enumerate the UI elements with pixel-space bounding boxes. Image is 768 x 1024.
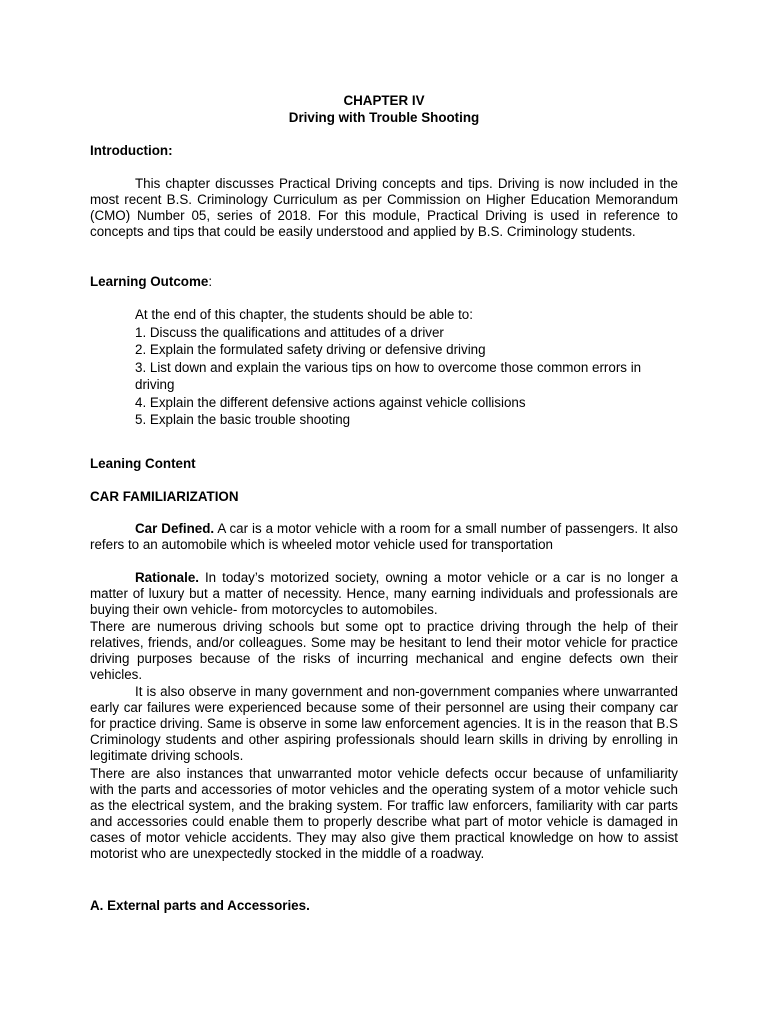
- paragraph-practice-driving: There are numerous driving schools but some opt to practice driving through the help of their relatives, friends, and/or colleagues. Some may be hesitant to lend their motor vehicle for practice driving purposes because of the risks of incurring mechanical and engine defects own their vehicles.: [90, 619, 678, 682]
- list-item: 5. Explain the basic trouble shooting: [135, 412, 351, 427]
- chapter-number: CHAPTER IV: [343, 93, 425, 108]
- rationale-text: In today’s motorized society, owning a motor vehicle or a car is no longer a matter of luxury but a matter of necessity. Hence, many earning individuals and professionals are buying their own vehicle- from motorcycles to automobiles.: [90, 570, 678, 617]
- list-item: 1. Discuss the qualifications and attitudes of a driver: [135, 324, 444, 340]
- section-a-heading: A. External parts and Accessories.: [90, 898, 310, 913]
- learning-content-heading: Leaning Content: [90, 456, 196, 471]
- introduction-paragraph: This chapter discusses Practical Driving concepts and tips. Driving is now included in the most recent B.S. Criminology Curriculum as per Commission on Higher Education Memorandum (CMO) Number 05, series of 2018. For this module, Practical Driving is used in reference to concepts and tips that could be easily understood and applied by B.S. Criminology students.: [90, 176, 678, 239]
- rationale-label: Rationale.: [135, 570, 199, 585]
- car-defined-label: Car Defined.: [135, 521, 215, 536]
- learning-outcome-label: Learning Outcome: [90, 274, 209, 289]
- paragraph-unfamiliarity: There are also instances that unwarranted motor vehicle defects occur because of unfamiliarity with the parts and accessories of motor vehicles and the operating system of a motor vehicle such as the electrical system, and the braking system. For traffic law enforcers, familiarity with car parts and accessories could enable them to properly describe what part of motor vehicle is damaged in cases of motor vehicle accidents. They may also give them practical knowledge on how to assist motorist who are unexpectedly stocked in the middle of a roadway.: [90, 766, 678, 861]
- list-item: 4. Explain the different defensive actions against vehicle collisions: [135, 394, 526, 410]
- learning-outcome-intro: At the end of this chapter, the students should be able to:: [135, 307, 473, 322]
- learning-outcome-list: [135, 306, 678, 429]
- chapter-title: Driving with Trouble Shooting: [288, 110, 480, 125]
- learning-outcome-heading: [90, 274, 678, 290]
- rationale-paragraph: [90, 570, 678, 618]
- car-defined-text: A car is a motor vehicle with a room for a small number of passengers. It also refers to an automobile which is wheeled motor vehicle used for transportation: [90, 521, 678, 552]
- car-familiarization-heading: CAR FAMILIARIZATION: [90, 489, 239, 504]
- learning-outcome-colon: :: [208, 274, 213, 289]
- car-defined-paragraph: [90, 521, 678, 553]
- paragraph-company-cars: It is also observe in many government and non-government companies where unwarranted early car failures were experienced because some of their personnel are using their company car for practice driving. Same is observe in some law enforcement agencies. It is in the reason that B.S Criminology students and other aspiring professionals should learn skills in driving by enrolling in legitimate driving schools.: [90, 684, 678, 763]
- list-item: 3. List down and explain the various tips on how to overcome those common errors in driving: [135, 359, 642, 392]
- introduction-heading: Introduction:: [90, 143, 173, 158]
- list-item: 2. Explain the formulated safety driving or defensive driving: [135, 342, 486, 357]
